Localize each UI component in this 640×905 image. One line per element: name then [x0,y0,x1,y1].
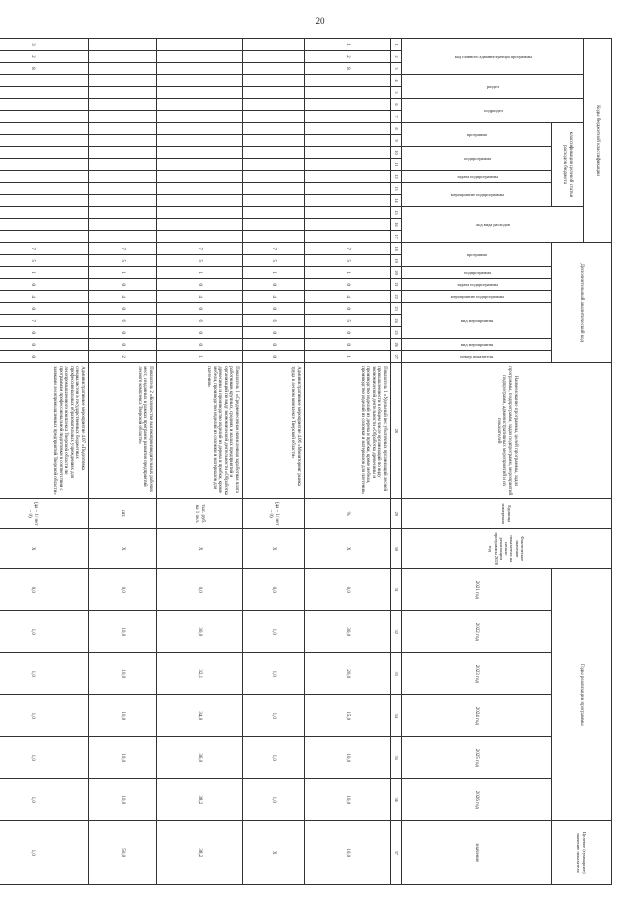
year-value-cell: 1,0 [0,611,89,653]
code-cell: 5 [243,255,305,267]
name-header: Наименование программы, целей программы, задач программы, подпрограмм, задач подпрограмм, мероприятий подпрограмм, административных мероприятий и их показателей [402,363,612,499]
column-number: 12 [391,171,402,183]
year-value-cell: 10,0 [89,611,157,653]
code-cell: 0 [89,339,157,351]
fact-cell: Х [243,529,305,569]
code-cell [157,123,243,135]
admin-code-header: код главного администратора программы [454,53,532,59]
code-cell [157,219,243,231]
code-cell [305,219,391,231]
code-cell: 7 [89,243,157,255]
code-cell [243,219,305,231]
code-cell [243,51,305,63]
year-value-cell: 10,0 [89,779,157,821]
unit-header: Единица измерения [402,499,612,529]
item-measure-header: мероприятие подпрограммы [450,191,504,197]
code-cell [157,111,243,123]
indicators-table [0,38,612,885]
column-number: 21 [391,279,402,291]
year-value-cell: 0,0 [89,569,157,611]
landscape-sheet [28,38,612,884]
column-number: 4 [391,75,402,87]
code-cell: 7 [157,243,243,255]
target-header: Целевое (суммарное) значение показателя [552,821,612,885]
code-cell: 0 [305,279,391,291]
code-cell: 2 [89,351,157,363]
unit-cell: (да – 1/ нет – 0) [0,499,89,529]
year-value-cell: 34,0 [157,695,243,737]
code-cell [89,63,157,75]
item-class-header: классификация целевой статьи расходов бюджета [552,123,584,207]
code-cell [305,123,391,135]
code-cell [0,171,89,183]
code-cell: 4 [157,291,243,303]
code-cell: 1 [305,351,391,363]
code-cell [89,111,157,123]
column-number: 2 [391,51,402,63]
column-number: 19 [391,255,402,267]
measure-type-header-2: вид мероприятия [461,342,494,348]
year-5-header: 2025 год [402,737,552,779]
code-cell: 5 [89,255,157,267]
code-cell: 1 [305,39,391,51]
year-value-cell: 1,0 [0,695,89,737]
code-cell: 0 [89,327,157,339]
code-cell [0,207,89,219]
measure-type-header: вид мероприятия [461,318,494,324]
year-3-header: 2023 год [402,653,552,695]
page-number: 20 [315,16,325,26]
code-cell [89,75,157,87]
code-cell [89,171,157,183]
code-cell: 0 [243,339,305,351]
subprogram-header: подпрограмма [463,270,491,276]
code-cell: 0 [157,279,243,291]
code-cell [89,123,157,135]
column-number: 30 [391,529,402,569]
code-cell [157,87,243,99]
column-number: 15 [391,207,402,219]
measure-header: мероприятие подпрограммы [450,294,504,300]
year-value-cell: 1,0 [0,653,89,695]
code-cell [243,63,305,75]
column-number: 31 [391,569,402,611]
column-number: 1 [391,39,402,51]
target-cell: 1,0 [0,821,89,885]
code-cell: 0 [305,339,391,351]
subsection-header: подраздел [483,107,503,113]
code-cell [243,99,305,111]
code-cell: 5 [305,255,391,267]
code-cell: 4 [89,291,157,303]
code-cell [89,87,157,99]
code-cell [0,99,89,111]
code-cell [243,75,305,87]
target-cell: 50,0 [89,821,157,885]
indicator-number-header: номер показателя [460,354,494,360]
code-cell: 4 [0,291,89,303]
code-cell [305,147,391,159]
column-number: 23 [391,303,402,315]
item-task-header: задача подпрограммы [456,173,498,179]
code-cell [89,51,157,63]
code-cell [243,147,305,159]
code-cell [157,207,243,219]
year-2-header: 2022 год [402,611,552,653]
target-cell: 10,0 [305,821,391,885]
year-value-cell: 30,0 [157,611,243,653]
year-value-cell: 1,0 [243,695,305,737]
unit-cell: % [305,499,391,529]
code-cell [0,147,89,159]
year-value-cell: 0,0 [305,569,391,611]
column-number: 11 [391,159,402,171]
fact-cell: Х [157,529,243,569]
code-cell: 0 [0,303,89,315]
code-cell [305,171,391,183]
table-row [89,39,157,885]
code-cell [157,75,243,87]
code-cell: 0 [157,339,243,351]
item-program-header: программа [467,131,488,137]
code-cell: 0 [305,303,391,315]
code-cell: 7 [0,243,89,255]
column-number: 3 [391,63,402,75]
code-cell [157,51,243,63]
years-header: Годы реализации программы [552,569,612,821]
year-6-header: 2026 год [402,779,552,821]
column-number: 17 [391,231,402,243]
code-cell: 2 [0,51,89,63]
code-cell [305,159,391,171]
code-cell [89,195,157,207]
year-value-cell: 0,0 [243,569,305,611]
code-cell: 2 [305,51,391,63]
column-number: 8 [391,123,402,135]
code-cell: 5 [0,255,89,267]
task-header: задача подпрограммы [456,282,498,288]
code-cell: 4 [305,291,391,303]
code-cell: 0 [243,303,305,315]
code-cell: 8 [0,63,89,75]
code-cell [0,159,89,171]
column-number: 9 [391,135,402,147]
code-cell [305,195,391,207]
code-cell [89,135,157,147]
code-cell [89,147,157,159]
code-cell [89,207,157,219]
code-cell [305,183,391,195]
code-cell: 7 [305,243,391,255]
code-cell [243,231,305,243]
code-cell: 0 [0,339,89,351]
code-cell [157,183,243,195]
code-cell: 6 [243,315,305,327]
year-value-cell: 1,0 [243,611,305,653]
column-number: 13 [391,183,402,195]
code-cell: 5 [305,315,391,327]
year-value-cell: 10,0 [305,737,391,779]
code-cell [157,171,243,183]
code-cell: 6 [89,315,157,327]
code-cell: 7 [243,243,305,255]
column-number: 34 [391,695,402,737]
code-cell [243,135,305,147]
program-header: программа [467,252,488,258]
code-cell [243,159,305,171]
code-cell [89,99,157,111]
year-value-cell: 15,0 [305,695,391,737]
code-cell [243,183,305,195]
code-cell [243,111,305,123]
year-value-cell: 1,0 [243,737,305,779]
code-cell [305,87,391,99]
year-value-cell: 0,0 [0,569,89,611]
code-cell [0,183,89,195]
code-cell: 0 [243,351,305,363]
year-value-cell: 10,0 [89,695,157,737]
column-number: 22 [391,291,402,303]
table-row [305,39,391,885]
year-value-cell: 10,0 [89,737,157,779]
code-cell [0,111,89,123]
column-number: 10 [391,147,402,159]
table-row [157,39,243,885]
column-number: 35 [391,737,402,779]
target-value-label: значение [402,821,552,885]
year-value-cell: 10,0 [89,653,157,695]
code-cell [89,159,157,171]
code-cell: 0 [243,279,305,291]
code-cell [0,123,89,135]
code-cell [243,39,305,51]
code-cell: 1 [0,267,89,279]
fact-header: Фактическое значение показателя на начало реализации программы 2020 год [402,529,612,569]
code-cell [305,75,391,87]
column-number: 26 [391,339,402,351]
code-cell [305,99,391,111]
code-cell [0,195,89,207]
code-cell [243,207,305,219]
code-cell: 0 [157,327,243,339]
section-header: раздел [487,83,500,89]
code-cell [0,87,89,99]
column-number: 20 [391,267,402,279]
year-1-header: 2021 год [402,569,552,611]
code-cell [157,231,243,243]
year-4-header: 2024 год [402,695,552,737]
year-value-cell: 1,0 [0,737,89,779]
column-number: 5 [391,87,402,99]
indicator-name: Административное мероприятие 4.07 «Подготовка специалистов в государственных бюджетных профессиональных образовательных учреждениях для лесопромышленного комплекса Тверской области по программам профессиональной подготовки в соответствии с заявками лесопромышленных предприятий Тверской области» [0,363,89,499]
column-number: 6 [391,99,402,111]
code-cell [0,75,89,87]
year-value-cell: 20,0 [305,653,391,695]
rotated-table-wrapper [28,38,612,884]
code-cell: 0 [89,303,157,315]
unit-cell: тыс. руб. на 1 чел. [157,499,243,529]
column-number: 28 [391,363,402,499]
code-cell [157,63,243,75]
code-cell: 1 [89,267,157,279]
column-number: 27 [391,351,402,363]
code-cell: 8 [305,63,391,75]
fact-cell: Х [89,529,157,569]
code-cell [157,99,243,111]
code-cell [157,159,243,171]
code-cell [89,219,157,231]
code-cell [305,231,391,243]
year-value-cell: 10,0 [305,779,391,821]
unit-cell: шт. [89,499,157,529]
code-cell: 5 [157,255,243,267]
code-cell: 0 [89,279,157,291]
indicator-name: Показатель 1 «Удельный вес убыточных организаций лесной промышленности в общем числе организаций по виду экономической деятельности «Обработка древесины и производство изделий из дерева и пробки, кроме мебели, производство изделий из соломки и материалов для плетения» [305,363,391,499]
code-cell [157,195,243,207]
code-cell: 1 [243,267,305,279]
column-number: 36 [391,779,402,821]
code-cell: 0 [157,303,243,315]
indicator-name: Показатель 2 «Количество высокопроизводительных рабочих мест, созданных в рамках программ развития предприятий лесного комплекса Тверской области» [89,363,157,499]
code-cell: 7 [0,315,89,327]
year-value-cell: 1,0 [243,653,305,695]
target-cell: 38,2 [157,821,243,885]
table-body [0,39,391,885]
fact-cell: Х [0,529,89,569]
code-cell [157,39,243,51]
year-value-cell: 36,0 [157,737,243,779]
table-row [0,39,89,885]
column-number: 37 [391,821,402,885]
code-cell [305,135,391,147]
indicator-name: Показатель 1 «Среднемесячная начисленная заработная плата работников крупных, средних и малых предприятий и организаций по виду экономической деятельности «Обработка древесины и производство изделий из дерева и пробки, кроме мебели, производство изделий из соломки и материалов для плетения» [157,363,243,499]
column-number: 25 [391,327,402,339]
column-number: 14 [391,195,402,207]
code-cell: 3 [0,39,89,51]
code-cell [89,39,157,51]
year-value-cell: 32,1 [157,653,243,695]
code-cell: 0 [0,279,89,291]
code-cell [0,135,89,147]
code-cell: 0 [0,351,89,363]
year-value-cell: 1,0 [0,779,89,821]
code-cell [305,111,391,123]
table-row [243,39,305,885]
code-cell [243,123,305,135]
code-cell [0,219,89,231]
spending-type-header: код вида расходов [476,222,510,228]
fact-cell: Х [305,529,391,569]
code-cell [243,171,305,183]
code-cell: 0 [0,327,89,339]
year-value-cell: 30,0 [305,611,391,653]
item-subprogram-header: подпрограмма [463,155,491,161]
code-cell [305,207,391,219]
budget-codes-header: Коды бюджетной классификации [584,39,612,243]
code-cell [243,195,305,207]
column-number: 7 [391,111,402,123]
code-cell [0,231,89,243]
code-cell: 1 [157,351,243,363]
code-cell [89,231,157,243]
additional-code-header: Дополнительный аналитический код [552,243,612,363]
code-cell: 6 [157,315,243,327]
year-value-cell: 0,0 [157,569,243,611]
code-cell [157,135,243,147]
column-number: 24 [391,315,402,327]
column-number: 29 [391,499,402,529]
unit-cell: (да – 1/ нет – 0) [243,499,305,529]
code-cell: 1 [157,267,243,279]
column-number: 32 [391,611,402,653]
code-cell [243,87,305,99]
column-number: 33 [391,653,402,695]
target-cell: Х [243,821,305,885]
code-cell [157,147,243,159]
year-value-cell: 38,2 [157,779,243,821]
code-cell: 0 [243,327,305,339]
indicator-name: Административное мероприятие 4.06 «Мониторинг рынка труда в лесном комплексе Тверской области» [243,363,305,499]
year-value-cell: 1,0 [243,779,305,821]
column-numbers-row [391,39,402,885]
column-number: 18 [391,243,402,255]
code-cell [89,183,157,195]
column-number: 16 [391,219,402,231]
code-cell: 1 [305,267,391,279]
code-cell: 0 [305,327,391,339]
code-cell: 4 [243,291,305,303]
